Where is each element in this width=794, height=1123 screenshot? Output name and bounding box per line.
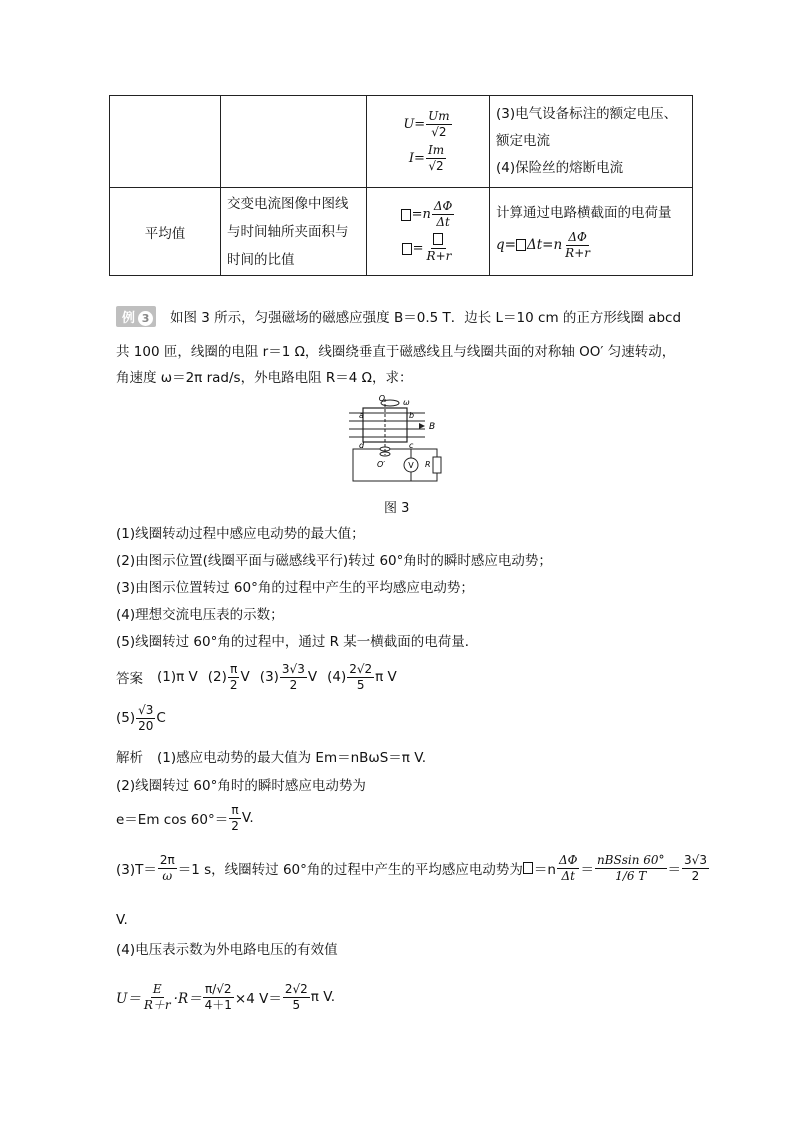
eq-post: V. xyxy=(241,810,254,826)
frac-num: ΔΦ xyxy=(433,199,453,213)
frac-den: 2 xyxy=(229,677,238,692)
table-cell-empty xyxy=(221,96,367,188)
eq-pre: U＝ xyxy=(116,991,141,1007)
question: (2)由图示位置(线圈平面与磁感线平行)转过 60°角时的瞬时感应电动势； xyxy=(116,553,552,569)
table-cell-definition xyxy=(221,188,367,276)
frac-den: 2 xyxy=(231,818,239,833)
frac-den: R+r xyxy=(565,245,590,260)
frac-den: √2 xyxy=(428,159,444,173)
analysis-step: (1)感应电动势的最大值为 Em＝nBωS＝π V. xyxy=(157,750,426,766)
definition-line: 交变电流图像中图线 xyxy=(227,195,349,212)
usage-line: (3)电气设备标注的额定电压、 xyxy=(496,106,678,122)
table-cell-usage xyxy=(490,188,693,276)
eq-mid: ·R＝ xyxy=(173,991,202,1007)
frac-num: ΔΦ xyxy=(558,852,578,867)
answer-3-pre: (3) xyxy=(259,669,279,685)
frac-den: 4＋1 xyxy=(204,997,232,1012)
usage-line: 额定电流 xyxy=(496,133,550,149)
answer-4-post: π V xyxy=(375,669,397,685)
label-B: B xyxy=(429,422,436,432)
answer-4-pre: (4) xyxy=(327,669,347,685)
usage-line: 计算通过电路横截面的电荷量 xyxy=(496,205,672,221)
row-title: 平均值 xyxy=(110,188,221,276)
label-b: b xyxy=(409,411,415,420)
frac-num: E xyxy=(152,981,162,996)
fraction xyxy=(283,982,310,1013)
fraction xyxy=(158,853,177,884)
formula-i-lhs: I= xyxy=(408,151,425,166)
e-bar-symbol xyxy=(523,862,533,874)
answer-line xyxy=(116,701,166,735)
label-c: c xyxy=(409,441,414,450)
e-bar-symbol xyxy=(433,233,443,245)
example-text: 如图 3 所示，匀强磁场的磁感应强度 B＝0.5 T．边长 L＝10 cm 的正方形线圈 abcd xyxy=(170,310,682,326)
frac-num: Im xyxy=(427,143,445,157)
formula-mid: Δt=n xyxy=(526,236,563,253)
fraction xyxy=(682,853,709,884)
analysis-line-1 xyxy=(116,746,426,766)
analysis-step: V. xyxy=(116,912,128,928)
question: (1)线圈转动过程中感应电动势的最大值； xyxy=(116,526,365,542)
answer-label: 答案 xyxy=(116,671,143,687)
frac-den: 20 xyxy=(138,718,154,733)
label-o-bottom: O′ xyxy=(377,460,386,469)
fraction xyxy=(425,233,454,264)
fraction xyxy=(432,199,455,230)
formula-q xyxy=(496,227,692,263)
frac-num: 2√2 xyxy=(349,661,373,676)
fraction xyxy=(563,230,592,261)
i-bar-symbol xyxy=(516,239,526,251)
analysis-step: (2)线圈转过 60°角时的瞬时感应电动势为 xyxy=(116,778,366,794)
fraction xyxy=(142,982,173,1013)
frac-num: π xyxy=(230,661,238,676)
eq-mid: ×4 V＝ xyxy=(234,991,282,1007)
frac-den: R＋r xyxy=(143,997,171,1012)
frac-num: nBSsin 60° xyxy=(596,852,665,867)
label-d: d xyxy=(359,441,365,450)
coil-figure xyxy=(345,393,450,493)
fraction xyxy=(595,853,667,884)
frac-den: ω xyxy=(162,868,173,883)
eq-pre: (3)T＝ xyxy=(116,862,157,878)
fraction xyxy=(426,143,446,174)
table-row xyxy=(110,96,693,188)
frac-den: R+r xyxy=(426,249,452,263)
answer-line xyxy=(116,660,397,694)
formula-lhs: = xyxy=(412,241,424,256)
analysis-eq xyxy=(116,800,254,836)
frac-den: √2 xyxy=(431,125,447,139)
frac-den: 5 xyxy=(292,997,301,1012)
question: (5)线圈转过 60°角的过程中，通过 R 某一横截面的电荷量． xyxy=(116,634,479,650)
example-line-3: 角速度 ω＝2π rad/s，外电路电阻 R＝4 Ω，求： xyxy=(116,370,413,386)
fraction xyxy=(347,662,374,693)
frac-den: Δt xyxy=(436,215,450,229)
analysis-eq-4 xyxy=(116,968,335,1026)
frac-num: 2√2 xyxy=(284,981,308,996)
field-arrow xyxy=(419,423,425,429)
frac-num: 3√3 xyxy=(281,661,305,676)
frac-num: Um xyxy=(428,109,450,123)
example-line-2: 共 100 匝，线圈的电阻 r＝1 Ω，线圈绕垂直于磁感线且与线圈共面的对称轴 OO′ 匀速转动， xyxy=(116,344,676,360)
formula-lhs: =n xyxy=(411,207,431,222)
i-bar-symbol xyxy=(402,243,412,255)
definition-line: 与时间轴所夹面积与 xyxy=(227,223,349,240)
formula-i-avg xyxy=(367,232,489,266)
example-line-1 xyxy=(116,306,681,327)
frac-num: π xyxy=(231,802,239,817)
badge-number: 3 xyxy=(138,311,153,326)
formula-e-avg xyxy=(367,198,489,232)
frac-den: Δt xyxy=(561,868,575,883)
eq-mid: ＝1 s，线圈转过 60°角的过程中产生的平均感应电动势为 xyxy=(177,862,523,878)
label-omega: ω xyxy=(403,398,410,407)
formula-i xyxy=(367,142,489,176)
question: (3)由图示位置转过 60°角的过程中产生的平均感应电动势； xyxy=(116,580,474,596)
fraction xyxy=(136,703,155,734)
question: (4)理想交流电压表的示数； xyxy=(116,607,284,623)
answer-3-post: V xyxy=(307,669,318,685)
definition-line: 时间的比值 xyxy=(227,251,295,268)
table-cell-empty xyxy=(110,96,221,188)
label-a: a xyxy=(359,411,364,420)
table-cell-usage xyxy=(490,96,693,188)
answer-5-pre: (5) xyxy=(116,710,136,726)
formula-lhs: q= xyxy=(496,236,516,253)
table-cell-formulas xyxy=(367,96,490,188)
frac-num: √3 xyxy=(138,702,154,717)
analysis-step: (4)电压表示数为外电路电压的有效值 xyxy=(116,942,338,958)
answer-1: (1)π V xyxy=(157,669,198,685)
label-R: R xyxy=(425,460,431,469)
frac-num: 2π xyxy=(159,852,175,867)
formula-u-lhs: U= xyxy=(403,117,426,132)
eq-pre: e＝Em cos 60°＝ xyxy=(116,812,229,828)
usage-line: (4)保险丝的熔断电流 xyxy=(496,160,624,176)
table-cell-formulas xyxy=(367,188,490,276)
frac-den: 2 xyxy=(691,868,700,883)
label-o-top: O xyxy=(378,394,385,403)
fraction xyxy=(280,662,307,693)
frac-den: 5 xyxy=(356,677,365,692)
answer-5-post: C xyxy=(156,710,166,726)
badge-text: 例 xyxy=(122,311,136,326)
label-V: V xyxy=(408,461,414,470)
frac-den: 1/6 T xyxy=(615,868,647,883)
analysis-eq-3: (3)T＝ $\frac{2\pi}{\omega}$ ＝1 s，线圈转过 60°角的过程中产生的平均感应电动势为 ＝n $\frac{\Delta\Phi}{\Delta t}$ ＝ $\frac{\text{nBSsin 60°}}{1/6 T}$ ＝ $\frac{3√3}{2}$ xyxy=(116,852,707,883)
example-badge xyxy=(116,306,156,327)
frac-den: 2 xyxy=(289,677,298,692)
frac-num: 3√3 xyxy=(684,852,707,867)
answer-2-post: V xyxy=(240,669,250,685)
fraction xyxy=(229,803,241,834)
eq-equals: ＝n xyxy=(533,862,556,878)
formula-table xyxy=(109,95,693,276)
fraction xyxy=(557,853,580,884)
eq-post: π V. xyxy=(310,989,335,1005)
fraction xyxy=(228,662,240,693)
frac-num: π/√2 xyxy=(205,981,232,996)
e-bar-symbol xyxy=(401,209,411,221)
table-row xyxy=(110,188,693,276)
formula-u xyxy=(367,108,489,142)
resistor xyxy=(433,457,441,473)
fraction xyxy=(426,109,452,140)
analysis-label: 解析 xyxy=(116,750,143,766)
fraction xyxy=(203,982,234,1013)
frac-num: ΔΦ xyxy=(568,229,587,244)
answer-2-pre: (2) xyxy=(207,669,227,685)
figure-caption: 图 3 xyxy=(384,501,410,516)
